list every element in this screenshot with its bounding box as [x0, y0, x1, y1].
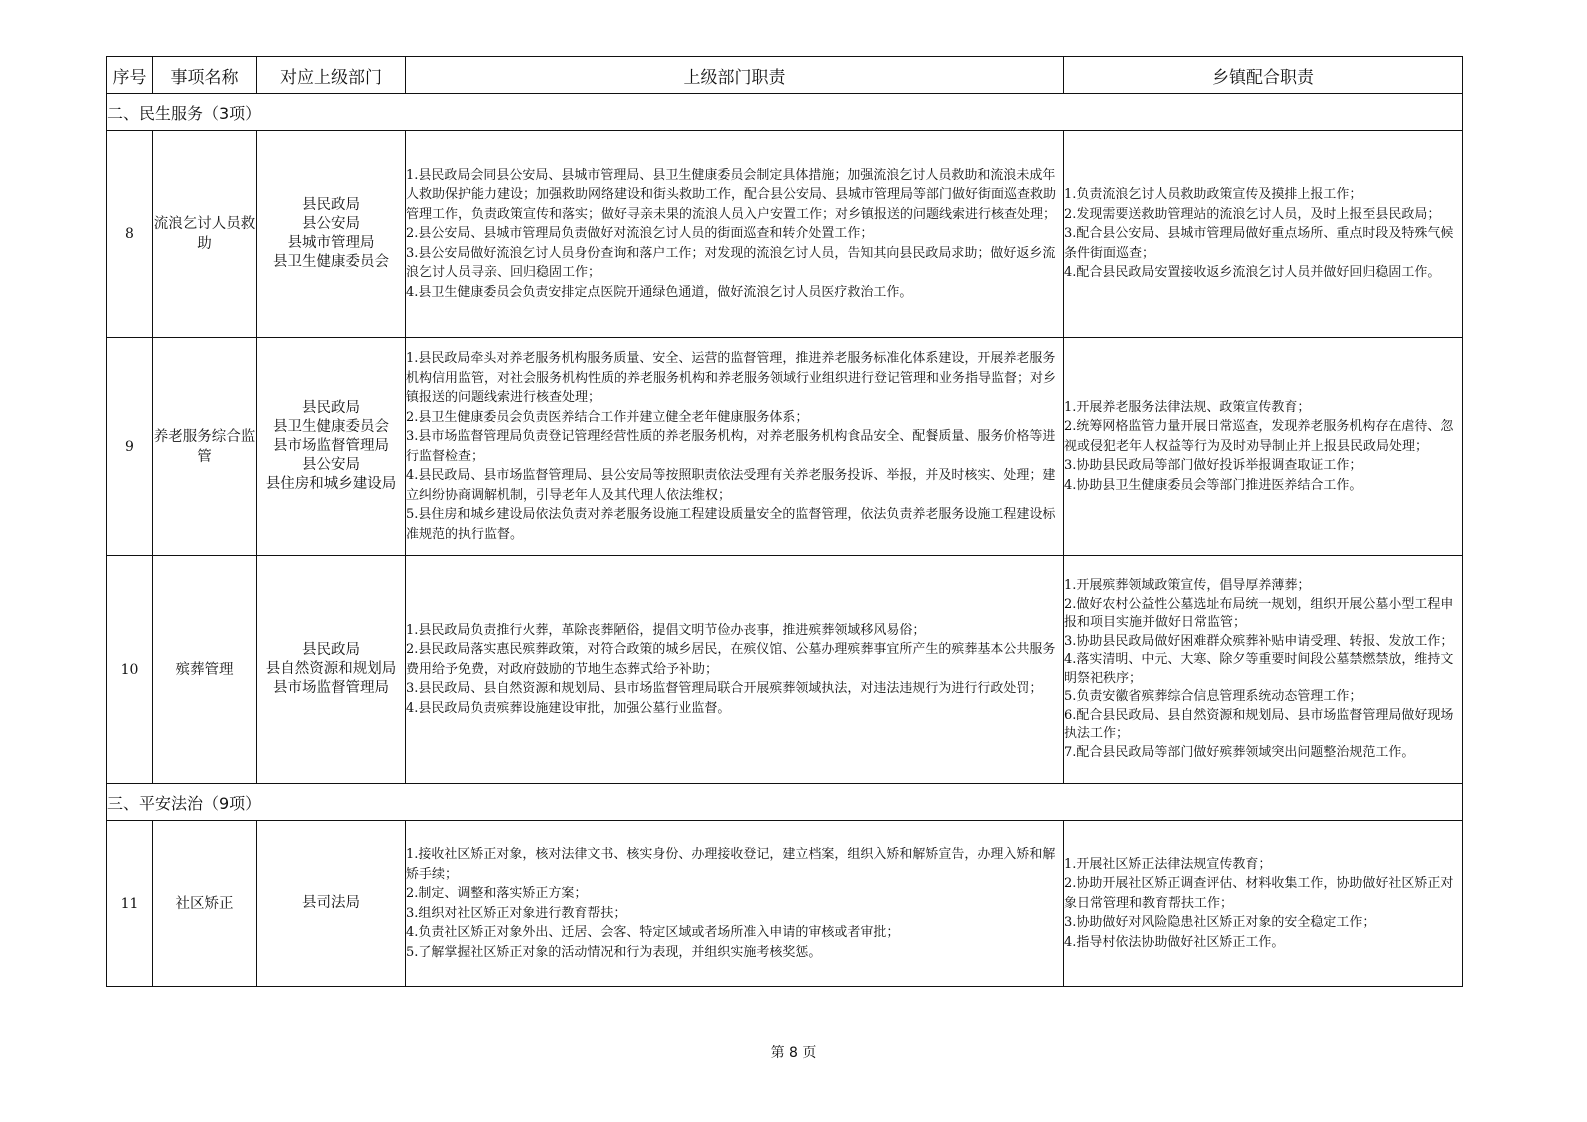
header-no: 序号 — [107, 57, 153, 94]
duty-item: 1.县民政局会同县公安局、县城市管理局、县卫生健康委员会制定具体措施；加强流浪乞讨人员救助和流浪未成年人救助保护能力建设；加强救助网络建设和街头救助工作，配合县公安局、县城市管理局等部门做好街面巡查救助管理工作，负责政策宣传和落实；做好寻亲未果的流浪人员入户安置工作；对乡镇报送的问题线索进行核查处理； — [406, 167, 1057, 222]
duty-item: 4.县卫生健康委员会负责安排定点医院开通绿色通道，做好流浪乞讨人员医疗救治工作。 — [406, 284, 913, 300]
duty-item: 3.协助县民政局等部门做好投诉举报调查取证工作； — [1064, 458, 1363, 474]
dept-line: 县卫生健康委员会 — [273, 419, 389, 435]
item-name: 社区矫正 — [153, 821, 257, 987]
table-row — [107, 821, 1463, 987]
duty-item: 1.县民政局牵头对养老服务机构服务质量、安全、运营的监督管理，推进养老服务标准化体系建设，开展养老服务机构信用监管，对社会服务机构性质的养老服务机构和养老服务领域行业组织进行登记管理和业务指导监督；对乡镇报送的问题线索进行核查处理； — [406, 351, 1057, 405]
dept-cell — [257, 821, 406, 987]
dept-line: 县卫生健康委员会 — [273, 254, 389, 270]
duty-item: 3.县民政局、县自然资源和规划局、县市场监督管理局联合开展殡葬领域执法，对违法违规行为进行行政处罚； — [406, 681, 1043, 697]
row-number: 9 — [107, 338, 153, 556]
header-upper-dept: 对应上级部门 — [257, 57, 406, 94]
item-name: 流浪乞讨人员救助 — [153, 131, 257, 338]
town-duties-cell — [1064, 131, 1463, 338]
duty-item: 3.组织对社区矫正对象进行教育帮扶； — [406, 905, 627, 921]
page-number: 第 8 页 — [770, 1045, 817, 1061]
dept-line: 县民政局 — [302, 197, 360, 213]
town-duties-cell — [1064, 821, 1463, 987]
row-number: 8 — [107, 131, 153, 338]
header-town-duties: 乡镇配合职责 — [1064, 57, 1463, 94]
duty-item: 5.了解掌握社区矫正对象的活动情况和行为表现，并组织实施考核奖惩。 — [406, 944, 822, 960]
dept-cell — [257, 131, 406, 338]
duty-item: 7.配合县民政局等部门做好殡葬领域突出问题整治规范工作。 — [1064, 744, 1415, 760]
duty-item: 3.配合县公安局、县城市管理局做好重点场所、重点时段及特殊气候条件街面巡查； — [1064, 226, 1454, 261]
dept-cell — [257, 556, 406, 784]
duty-item: 2.制定、调整和落实矫正方案； — [406, 886, 588, 901]
dept-line: 县城市管理局 — [287, 235, 375, 251]
upper-duties-cell — [406, 821, 1064, 987]
duty-item: 1.负责流浪乞讨人员救助政策宣传及摸排上报工作； — [1064, 187, 1363, 203]
header-item-name: 事项名称 — [153, 57, 257, 94]
upper-duties-cell — [406, 131, 1064, 338]
header-upper-duties: 上级部门职责 — [406, 57, 1064, 94]
header-row — [107, 57, 1463, 94]
dept-line: 县司法局 — [302, 895, 360, 911]
table-row — [107, 338, 1463, 556]
duty-item: 3.县市场监督管理局负责登记管理经营性质的养老服务机构，对养老服务机构食品安全、配餐质量、服务价格等进行监督检查； — [406, 429, 1056, 464]
item-name: 养老服务综合监管 — [153, 338, 257, 556]
dept-line: 县市场监督管理局 — [273, 680, 389, 696]
section-title: 二、民生服务（3项） — [107, 94, 1463, 131]
duty-item: 2.做好农村公益性公墓选址布局统一规划，组织开展公墓小型工程申报和项目实施并做好日常监管； — [1064, 596, 1454, 630]
duty-item: 1.开展养老服务法律法规、政策宣传教育； — [1064, 399, 1311, 415]
dept-line: 县民政局 — [302, 642, 360, 658]
section-row — [107, 94, 1463, 131]
duty-item: 1.县民政局负责推行火葬，革除丧葬陋俗，提倡文明节俭办丧事，推进殡葬领域移风易俗； — [406, 622, 926, 638]
duty-item: 3.协助县民政局做好困难群众殡葬补贴申请受理、转报、发放工作； — [1064, 633, 1454, 649]
row-number: 11 — [107, 821, 153, 987]
duty-item: 3.协助做好对风险隐患社区矫正对象的安全稳定工作； — [1064, 915, 1376, 931]
row-number: 10 — [107, 556, 153, 784]
duty-item: 1.接收社区矫正对象，核对法律文书、核实身份、办理接收登记，建立档案，组织入矫和解矫宣告，办理入矫和解矫手续； — [406, 847, 1056, 882]
town-duties-cell — [1064, 338, 1463, 556]
duty-item: 2.发现需要送救助管理站的流浪乞讨人员，及时上报至县民政局； — [1064, 206, 1441, 222]
section-title: 三、平安法治（9项） — [107, 784, 1463, 821]
table-row — [107, 556, 1463, 784]
duty-item: 2.县卫生健康委员会负责医养结合工作并建立健全老年健康服务体系； — [406, 409, 809, 425]
duty-item: 3.县公安局做好流浪乞讨人员身份查询和落户工作；对发现的流浪乞讨人员，告知其向县民政局求助；做好返乡流浪乞讨人员寻亲、回归稳固工作； — [406, 245, 1056, 281]
duty-item: 2.县民政局落实惠民殡葬政策，对符合政策的城乡居民，在殡仪馆、公墓办理殡葬事宜所产生的殡葬基本公共服务费用给予免费，对政府鼓励的节地生态葬式给予补助； — [406, 642, 1056, 677]
dept-line: 县市场监督管理局 — [273, 438, 389, 454]
duty-item: 1.开展社区矫正法律法规宣传教育； — [1064, 856, 1272, 872]
duty-item: 4.县民政局负责殡葬设施建设审批，加强公墓行业监督。 — [406, 700, 731, 716]
duty-item: 4.协助县卫生健康委员会等部门推进医养结合工作。 — [1064, 477, 1363, 493]
duty-table — [106, 56, 1463, 987]
upper-duties-cell — [406, 556, 1064, 784]
dept-line: 县民政局 — [302, 400, 360, 416]
upper-duties-cell — [406, 338, 1064, 556]
duty-item: 2.协助开展社区矫正调查评估、材料收集工作，协助做好社区矫正对象日常管理和教育帮扶工作； — [1064, 876, 1454, 911]
duty-item: 4.负责社区矫正对象外出、迁居、会客、特定区域或者场所准入申请的审核或者审批； — [406, 925, 900, 940]
item-name: 殡葬管理 — [153, 556, 257, 784]
table-row — [107, 131, 1463, 338]
duty-item: 4.指导村依法协助做好社区矫正工作。 — [1064, 934, 1285, 950]
duty-item: 1.开展殡葬领域政策宣传，倡导厚养薄葬； — [1064, 578, 1311, 593]
duty-item: 4.县民政局、县市场监督管理局、县公安局等按照职责依法受理有关养老服务投诉、举报，并及时核实、处理；建立纠纷协商调解机制，引导老年人及其代理人依法维权； — [406, 468, 1056, 503]
section-row — [107, 784, 1463, 821]
dept-cell — [257, 338, 406, 556]
duty-item: 4.落实清明、中元、大寒、除夕等重要时间段公墓禁燃禁放，维持文明祭祀秩序； — [1064, 652, 1454, 686]
dept-line: 县住房和城乡建设局 — [265, 476, 397, 492]
duty-item: 4.配合县民政局安置接收返乡流浪乞讨人员并做好回归稳固工作。 — [1064, 265, 1441, 281]
dept-line: 县公安局 — [302, 216, 360, 232]
duty-item: 2.统筹网格监管力量开展日常巡查，发现养老服务机构存在虐待、忽视或侵犯老年人权益等行为及时劝导制止并上报县民政局处理； — [1064, 419, 1454, 454]
duty-item: 5.县住房和城乡建设局依法负责对养老服务设施工程建设质量安全的监督管理，依法负责养老服务设施工程建设标准规范的执行监督。 — [406, 507, 1056, 542]
town-duties-cell — [1064, 556, 1463, 784]
duty-item: 5.负责安徽省殡葬综合信息管理系统动态管理工作； — [1064, 689, 1363, 704]
duty-item: 2.县公安局、县城市管理局负责做好对流浪乞讨人员的街面巡查和转介处置工作； — [406, 226, 874, 242]
dept-line: 县自然资源和规划局 — [265, 661, 397, 677]
dept-line: 县公安局 — [302, 457, 360, 473]
duty-item: 6.配合县民政局、县自然资源和规划局、县市场监督管理局做好现场执法工作； — [1064, 707, 1454, 741]
